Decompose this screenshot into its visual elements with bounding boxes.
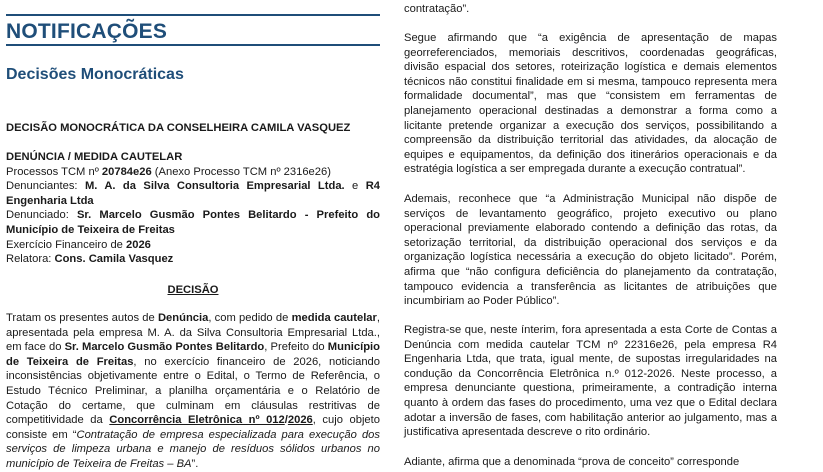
complainants-line: Denunciantes: M. A. da Silva Consultoria Empresarial Ltda. e R4 Engenharia Ltda [6, 180, 380, 207]
decision-heading: DECISÃO MONOCRÁTICA DA CONSELHEIRA CAMILA VASQUEZ [6, 122, 351, 134]
rapporteur-line: Relatora: Cons. Camila Vasquez [6, 253, 174, 266]
paragraph-continuation: contratação”. [404, 3, 470, 15]
subsection-title: Decisões Monocráticas [6, 66, 184, 83]
paragraph-2: Ademais, reconhece que “a Administração Municipal não dispõe de serviços de levantamento geográfico, projeto executivo ou plano operacional previamente elaborado contendo a definição das rotas, da setorização territorial, da distribuição operacional dos serviços e da organização logística necessária a execução do objeto licitado”. Porém, afirma que “não configura deficiência do planejamento da contratação, tampouco evidencia a transferência as licitantes de atribuições que incumbiriam ao Poder Público”. [404, 193, 777, 308]
case-info [6, 150, 380, 267]
paragraph-3: Registra-se que, neste ínterim, fora apresentada a esta Corte de Contas a Denúncia com medida cautelar TCM nº 22316e26, pela empresa R4 Engenharia Ltda, que trata, igual mente, de supostas irregularidades na condução da Concorrência Eletrônica n.º 012-2026. Neste processo, a empresa denunciante questiona, primeiramente, a contradição interna quanto à ordem das fases do procedimento, uma vez que o Edital declara adotar a inversão de fases, com habilitação anterior ao julgamento, mas a justificativa apresentada descreve o rito ordinário. [404, 324, 777, 439]
decision-body: Tratam os presentes autos de Denúncia, com pedido de medida cautelar, apresentada pela empresa M. A. da Silva Consultoria Empresarial Ltda., em face do Sr. Marcelo Gusmão Pontes Belitardo, Prefeito do Município de Teixeira de Freitas, no exercício financeiro de 2026, noticiando inconsistências objetivamente entre o Edital, o Termo de Referência, o Estudo Técnico Preliminar, a planilha orçamentária e o Relatório de Cotação do certame, que culminam em cláusulas restritivas de competitividade da Concorrência Eletrônica nº 012/2026, cujo objeto consiste em “Contratação de empresa especializada para execução dos serviços de limpeza urbana e manejo de resíduos sólidos urbanos no município de Teixeira de Freitas – BA”. [6, 312, 380, 470]
fiscal-year-line: Exercício Financeiro de 2026 [6, 238, 151, 251]
section-title: NOTIFICAÇÕES [6, 20, 168, 43]
paragraph-4: Adiante, afirma que a denominada “prova de conceito” corresponde [404, 456, 740, 468]
paragraph-1: Segue afirmando que “a exigência de apresentação de mapas georreferenciados, memoriais descritivos, coordenadas geográficas, divisão espacial dos setores, roteirização logística e demais elementos técnicos não constitui finalidade em si mesma, tampouco representa mera formalidade documental”, mas que “consistem em ferramentas de planejamento operacional destinadas a demonstrar a forma como a licitante pretende organizar a execução dos serviços, possibilitando a compreensão da distribuição territorial das atividades, da alocação de equipes e equipamentos, da definição dos itinerários operacionais e da estratégia logística a ser empregada durante a execução contratual”. [404, 32, 777, 176]
top-rule [6, 14, 380, 16]
process-number: 20784e26 [101, 165, 152, 178]
case-type: DENÚNCIA / MEDIDA CAUTELAR [6, 151, 183, 163]
respondent-line: Denunciado: Sr. Marcelo Gusmão Pontes Belitardo - Prefeito do Município de Teixeira de Freitas [6, 209, 380, 236]
title-rule [6, 44, 380, 46]
process-line: Processos TCM nº 20784e26 (Anexo Processo TCM nº 2316e26) [6, 165, 331, 178]
decision-label: DECISÃO [167, 284, 219, 296]
